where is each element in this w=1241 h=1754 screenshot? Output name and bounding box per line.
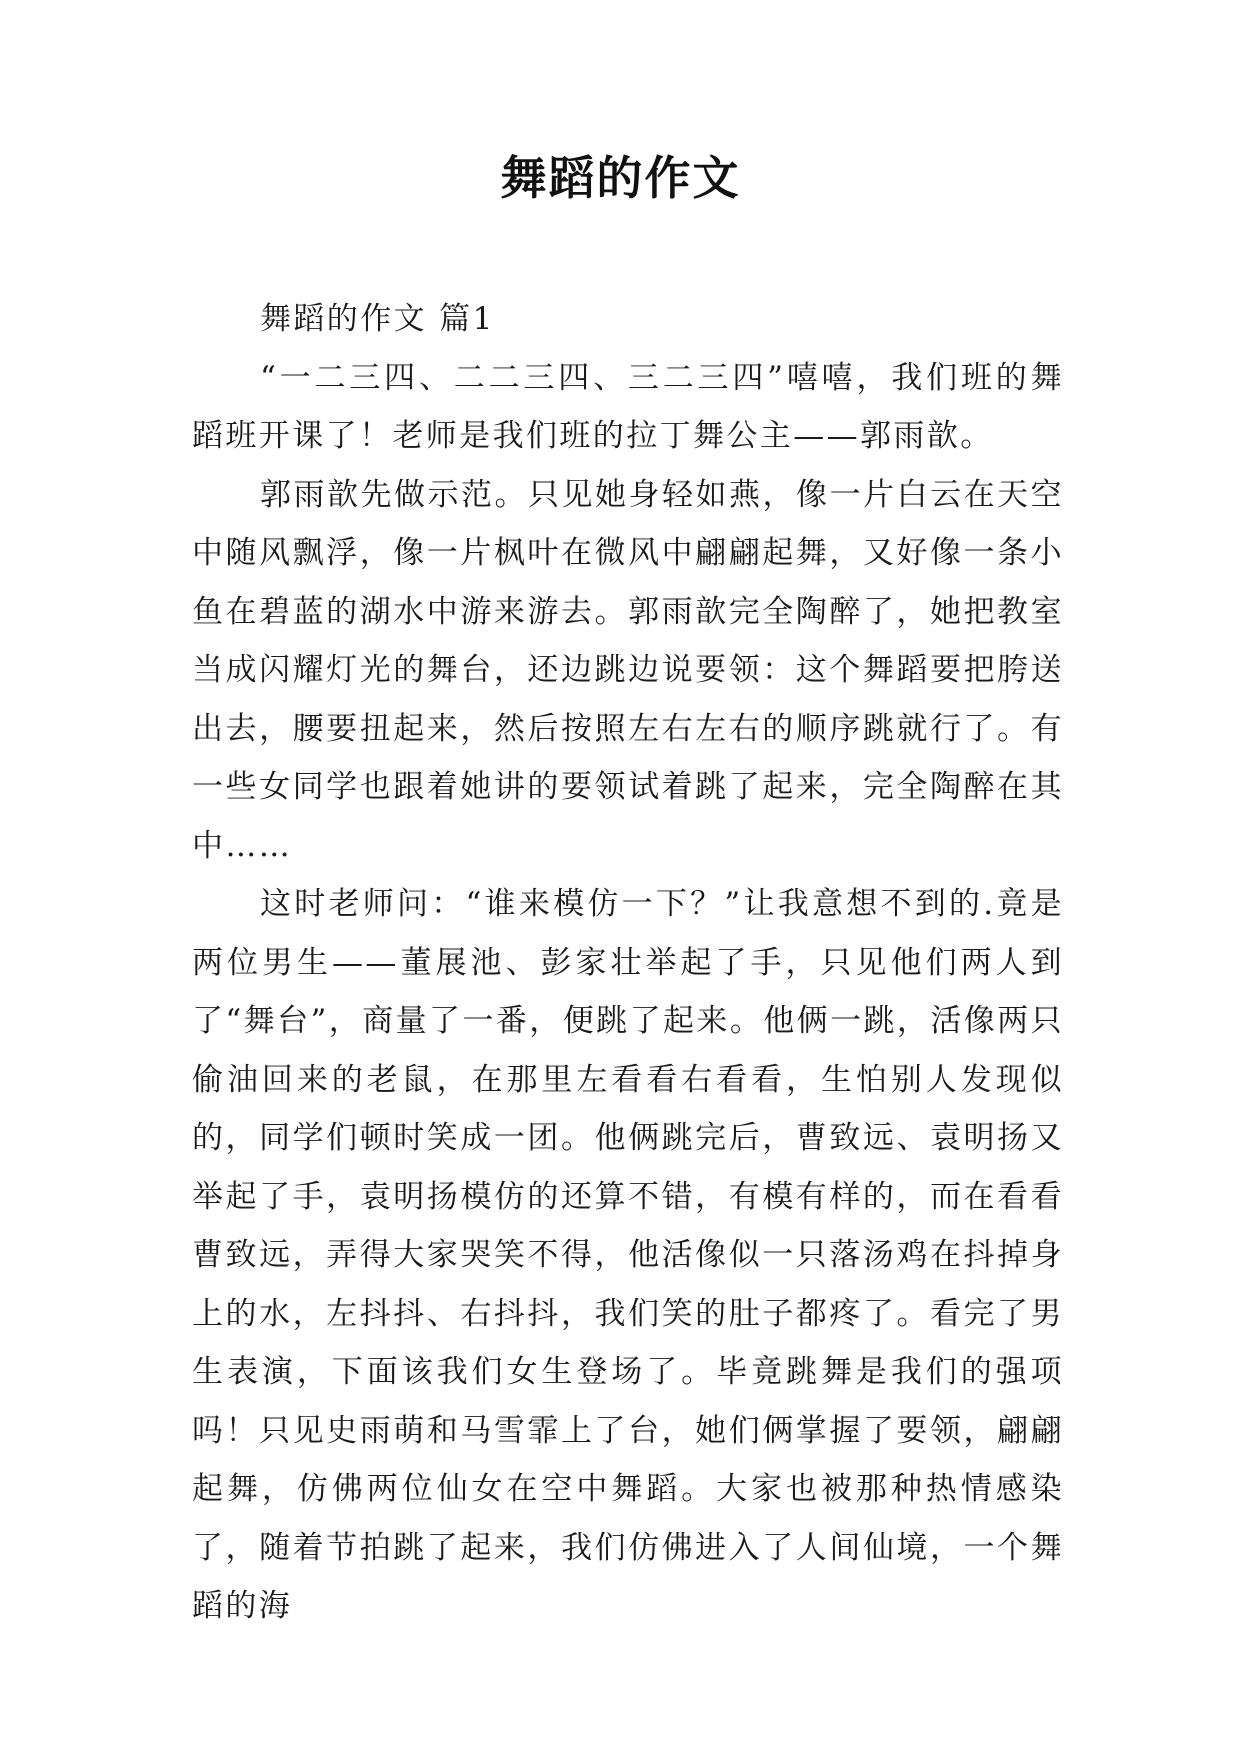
- paragraph: 这时老师问：“谁来模仿一下？”让我意想不到的.竟是两位男生——董展池、彭家壮举起了手，只见他们两人到了“舞台”，商量了一番，便跳了起来。他俩一跳，活像两只偷油回来的老鼠，在那里左看看右看看，生怕别人发现似的，同学们顿时笑成一团。他俩跳完后，曹致远、袁明扬又举起了手，袁明扬模仿的还算不错，有模有样的，而在看看曹致远，弄得大家哭笑不得，他活像似一只落汤鸡在抖掉身上的水，左抖抖、右抖抖，我们笑的肚子都疼了。看完了男生表演，下面该我们女生登场了。毕竟跳舞是我们的强项吗！只见史雨萌和马雪霏上了台，她们俩掌握了要领，翩翩起舞，仿佛两位仙女在空中舞蹈。大家也被那种热情感染了，随着节拍跳了起来，我们仿佛进入了人间仙境，一个舞蹈的海: [192, 886, 1064, 1624]
- paragraph: 郭雨歆先做示范。只见她身轻如燕，像一片白云在天空中随风飘浮，像一片枫叶在微风中翩翩起舞，又好像一条小鱼在碧蓝的湖水中游来游去。郭雨歆完全陶醉了，她把教室当成闪耀灯光的舞台，还边跳边说要领：这个舞蹈要把胯送出去，腰要扭起来，然后按照左右左右的顺序跳就行了。有一些女同学也跟着她讲的要领试着跳了起来，完全陶醉在其中……: [192, 476, 1064, 864]
- document-title: 舞蹈的作文: [500, 151, 741, 205]
- paragraph: “一二三四、二二三四、三二三四”嘻嘻，我们班的舞蹈班开课了！老师是我们班的拉丁舞公主——郭雨歆。: [192, 359, 1064, 454]
- section-heading: 舞蹈的作文 篇1: [260, 301, 495, 337]
- document-body: [192, 290, 1064, 1636]
